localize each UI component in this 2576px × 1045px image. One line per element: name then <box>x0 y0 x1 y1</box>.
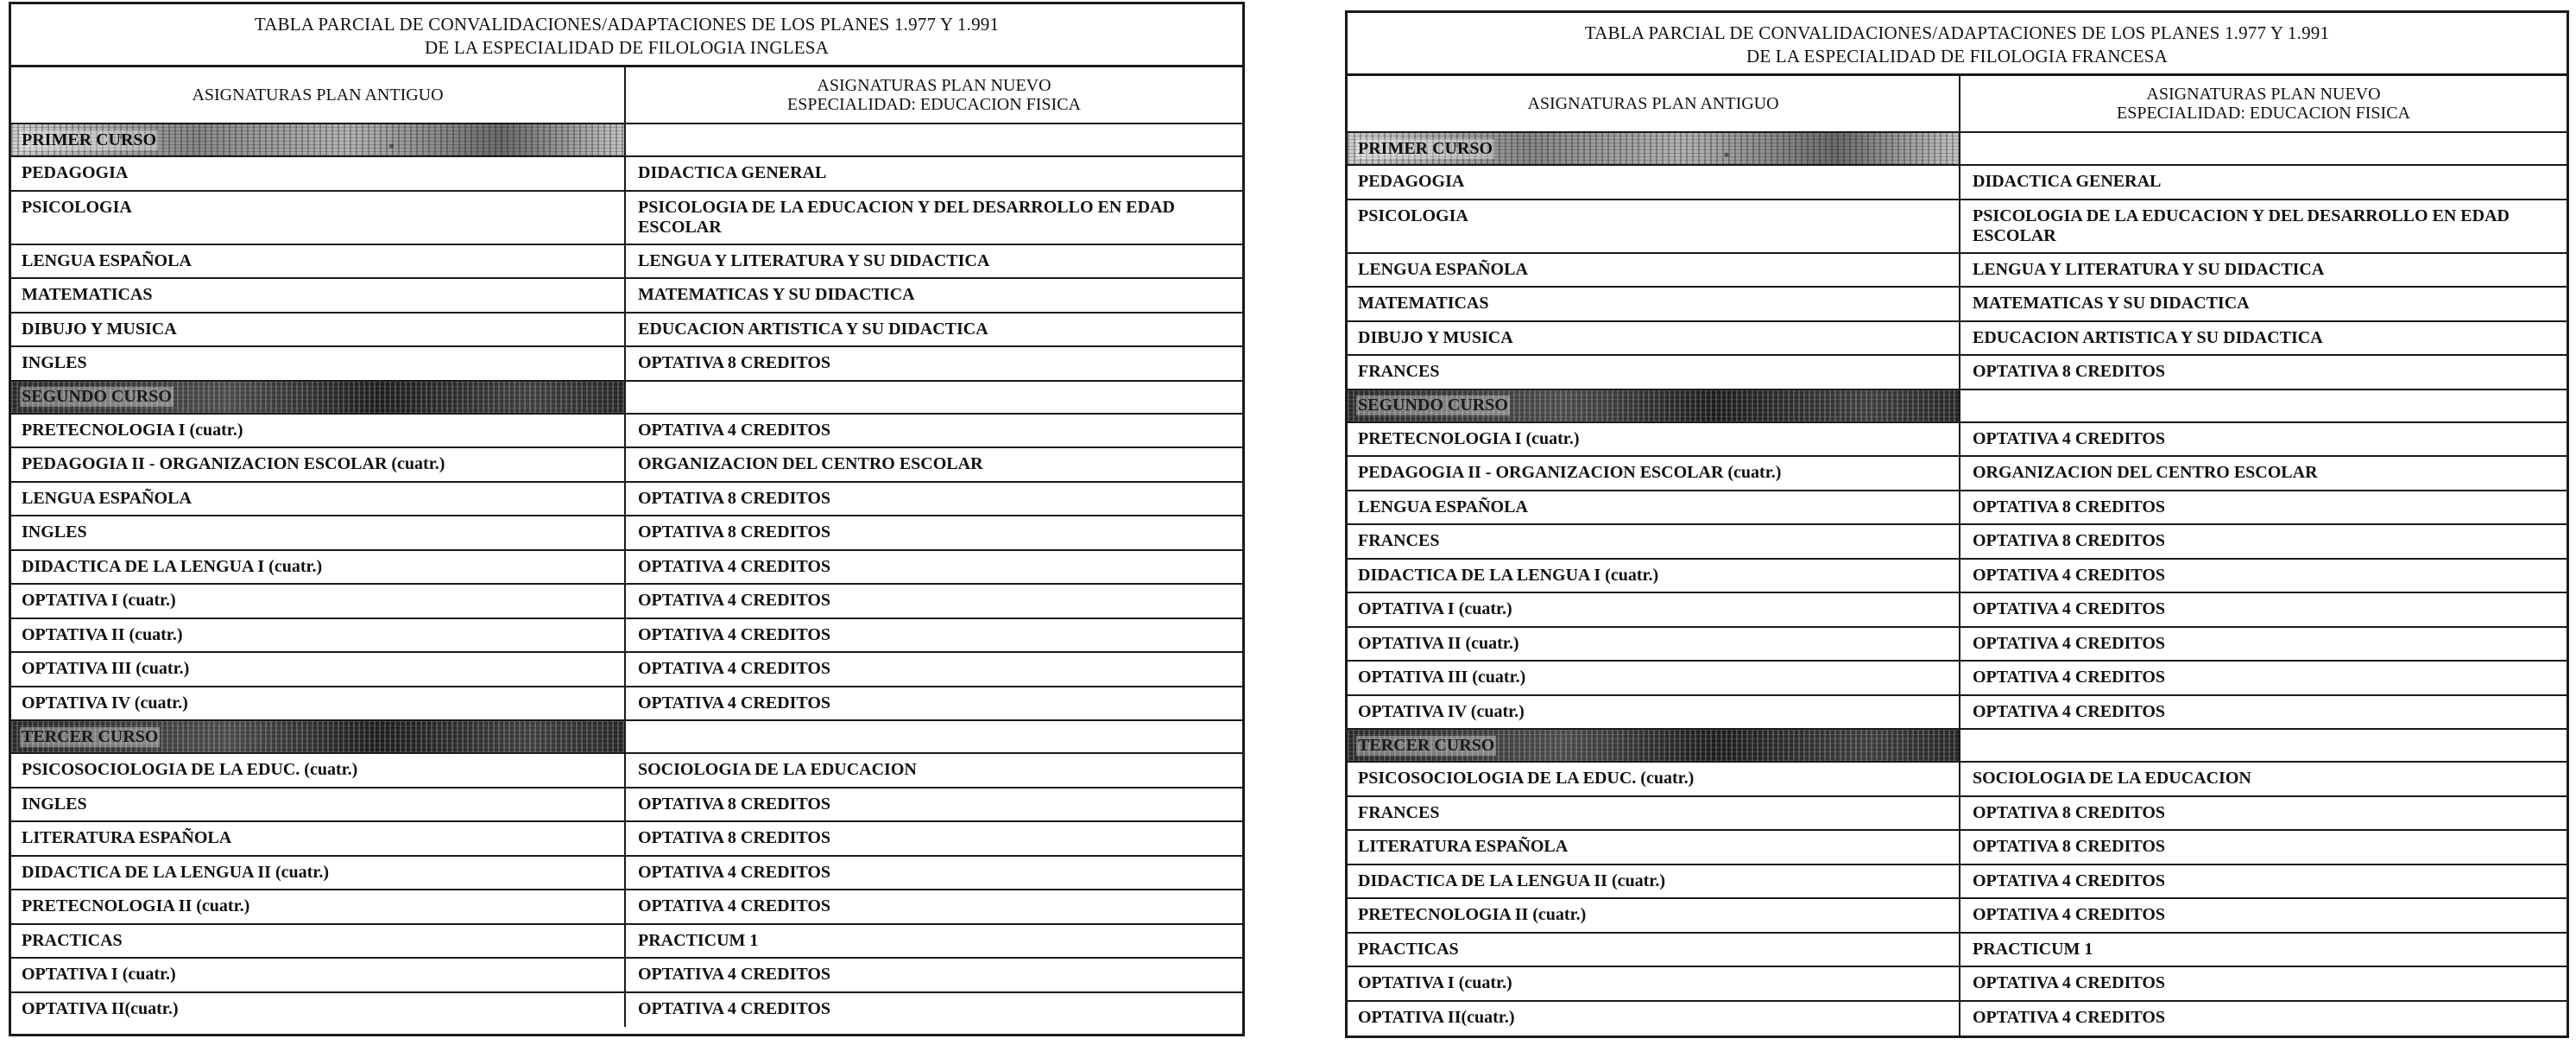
table-row: DIBUJO Y MUSICA EDUCACION ARTISTICA Y SU DIDACTICA <box>1348 322 2567 357</box>
table-header-row <box>1348 76 2567 133</box>
col-header-plan-nuevo: ASIGNATURAS PLAN NUEVO ESPECIALIDAD: EDUCACION FISICA <box>786 76 1081 114</box>
section-label: SEGUNDO CURSO <box>22 387 172 406</box>
table-row: OPTATIVA II(cuatr.) OPTATIVA 4 CREDITOS <box>1348 1002 2567 1036</box>
section-row-segundo-curso <box>1348 390 2567 423</box>
table-row: OPTATIVA II (cuatr.) OPTATIVA 4 CREDITOS <box>1348 628 2567 662</box>
table-row: DIDACTICA DE LA LENGUA I (cuatr.) OPTATIVA 4 CREDITOS <box>11 551 1242 586</box>
section-label: PRIMER CURSO <box>1358 138 1493 158</box>
title-line-1: TABLA PARCIAL DE CONVALIDACIONES/ADAPTACIONES DE LOS PLANES 1.977 Y 1.991 <box>1584 22 2330 43</box>
table-row: PRACTICAS PRACTICUM 1 <box>1348 934 2567 968</box>
section-row-primer-curso <box>1348 133 2567 166</box>
table-row: OPTATIVA I (cuatr.) OPTATIVA 4 CREDITOS <box>11 959 1242 993</box>
table-row: OPTATIVA I (cuatr.) OPTATIVA 4 CREDITOS <box>11 585 1242 619</box>
section-row-tercer-curso <box>1348 730 2567 763</box>
table-header-row <box>11 67 1242 124</box>
table-row: DIDACTICA DE LA LENGUA II (cuatr.) OPTATIVA 4 CREDITOS <box>1348 865 2567 900</box>
table-row: INGLES OPTATIVA 8 CREDITOS <box>11 788 1242 823</box>
table-row: PSICOSOCIOLOGIA DE LA EDUC. (cuatr.) SOCIOLOGIA DE LA EDUCACION <box>11 754 1242 788</box>
table-row: PRETECNOLOGIA I (cuatr.) OPTATIVA 4 CREDITOS <box>11 415 1242 449</box>
table-row: FRANCES OPTATIVA 8 CREDITOS <box>1348 797 2567 832</box>
table-row: OPTATIVA IV (cuatr.) OPTATIVA 4 CREDITOS <box>1348 696 2567 731</box>
table-row: MATEMATICAS MATEMATICAS Y SU DIDACTICA <box>1348 288 2567 322</box>
section-row-segundo-curso <box>11 382 1242 415</box>
document-filologia-francesa <box>1345 10 2569 1038</box>
table-row: LENGUA ESPAÑOLA OPTATIVA 8 CREDITOS <box>11 483 1242 517</box>
table-row: FRANCES OPTATIVA 8 CREDITOS <box>1348 525 2567 560</box>
section-row-primer-curso <box>11 124 1242 157</box>
table-row: PEDAGOGIA II - ORGANIZACION ESCOLAR (cuatr.) ORGANIZACION DEL CENTRO ESCOLAR <box>1348 457 2567 491</box>
convalidation-table <box>1348 76 2567 1036</box>
table-row: FRANCES OPTATIVA 8 CREDITOS <box>1348 356 2567 390</box>
section-label: SEGUNDO CURSO <box>1358 396 1508 415</box>
table-row: OPTATIVA III (cuatr.) OPTATIVA 4 CREDITOS <box>11 653 1242 687</box>
col-header-plan-antiguo: ASIGNATURAS PLAN ANTIGUO <box>11 67 626 123</box>
table-row: LITERATURA ESPAÑOLA OPTATIVA 8 CREDITOS <box>1348 831 2567 865</box>
table-row: MATEMATICAS MATEMATICAS Y SU DIDACTICA <box>11 279 1242 314</box>
table-row: PEDAGOGIA DIDACTICA GENERAL <box>1348 166 2567 200</box>
table-row: DIBUJO Y MUSICA EDUCACION ARTISTICA Y SU DIDACTICA <box>11 314 1242 348</box>
title-line-2: DE LA ESPECIALIDAD DE FILOLOGIA INGLESA <box>424 37 830 58</box>
table-row: OPTATIVA II (cuatr.) OPTATIVA 4 CREDITOS <box>11 619 1242 654</box>
table-row: LENGUA ESPAÑOLA LENGUA Y LITERATURA Y SU DIDACTICA <box>1348 254 2567 288</box>
table-row: PSICOLOGIA PSICOLOGIA DE LA EDUCACION Y DEL DESARROLLO EN EDAD ESCOLAR <box>11 192 1242 245</box>
table-row: OPTATIVA I (cuatr.) OPTATIVA 4 CREDITOS <box>1348 593 2567 628</box>
table-row: PRACTICAS PRACTICUM 1 <box>11 925 1242 960</box>
table-row: OPTATIVA I (cuatr.) OPTATIVA 4 CREDITOS <box>1348 967 2567 1002</box>
table-row: PEDAGOGIA DIDACTICA GENERAL <box>11 157 1242 192</box>
table-row: INGLES OPTATIVA 8 CREDITOS <box>11 347 1242 382</box>
table-row: LENGUA ESPAÑOLA LENGUA Y LITERATURA Y SU DIDACTICA <box>11 245 1242 280</box>
table-row: PSICOSOCIOLOGIA DE LA EDUC. (cuatr.) SOCIOLOGIA DE LA EDUCACION <box>1348 763 2567 797</box>
col-header-plan-antiguo: ASIGNATURAS PLAN ANTIGUO <box>1348 76 1960 131</box>
table-row: INGLES OPTATIVA 8 CREDITOS <box>11 516 1242 551</box>
table-row: PRETECNOLOGIA II (cuatr.) OPTATIVA 4 CREDITOS <box>11 890 1242 925</box>
title-line-2: DE LA ESPECIALIDAD DE FILOLOGIA FRANCESA <box>1746 46 2169 66</box>
table-row: PEDAGOGIA II - ORGANIZACION ESCOLAR (cuatr.) ORGANIZACION DEL CENTRO ESCOLAR <box>11 448 1242 483</box>
section-label: TERCER CURSO <box>22 726 159 746</box>
table-row: PRETECNOLOGIA II (cuatr.) OPTATIVA 4 CREDITOS <box>1348 899 2567 934</box>
section-row-tercer-curso <box>11 721 1242 754</box>
table-row: PRETECNOLOGIA I (cuatr.) OPTATIVA 4 CREDITOS <box>1348 423 2567 458</box>
title-line-1: TABLA PARCIAL DE CONVALIDACIONES/ADAPTACIONES DE LOS PLANES 1.977 Y 1.991 <box>254 14 1000 35</box>
table-row: LITERATURA ESPAÑOLA OPTATIVA 8 CREDITOS <box>11 822 1242 857</box>
convalidation-table <box>11 67 1242 1034</box>
col-header-plan-nuevo: ASIGNATURAS PLAN NUEVO ESPECIALIDAD: EDUCACION FISICA <box>2116 85 2410 123</box>
table-row: DIDACTICA DE LA LENGUA II (cuatr.) OPTATIVA 4 CREDITOS <box>11 857 1242 891</box>
section-label: PRIMER CURSO <box>22 130 157 149</box>
section-label: TERCER CURSO <box>1358 735 1495 755</box>
table-row: LENGUA ESPAÑOLA OPTATIVA 8 CREDITOS <box>1348 491 2567 526</box>
document-filologia-inglesa <box>9 2 1245 1036</box>
table-row: DIDACTICA DE LA LENGUA I (cuatr.) OPTATIVA 4 CREDITOS <box>1348 560 2567 594</box>
table-row: OPTATIVA II(cuatr.) OPTATIVA 4 CREDITOS <box>11 993 1242 1028</box>
document-title <box>1348 13 2567 76</box>
table-row: OPTATIVA IV (cuatr.) OPTATIVA 4 CREDITOS <box>11 687 1242 722</box>
document-title <box>11 4 1242 67</box>
table-row: PSICOLOGIA PSICOLOGIA DE LA EDUCACION Y DEL DESARROLLO EN EDAD ESCOLAR <box>1348 200 2567 254</box>
table-row: OPTATIVA III (cuatr.) OPTATIVA 4 CREDITOS <box>1348 662 2567 696</box>
